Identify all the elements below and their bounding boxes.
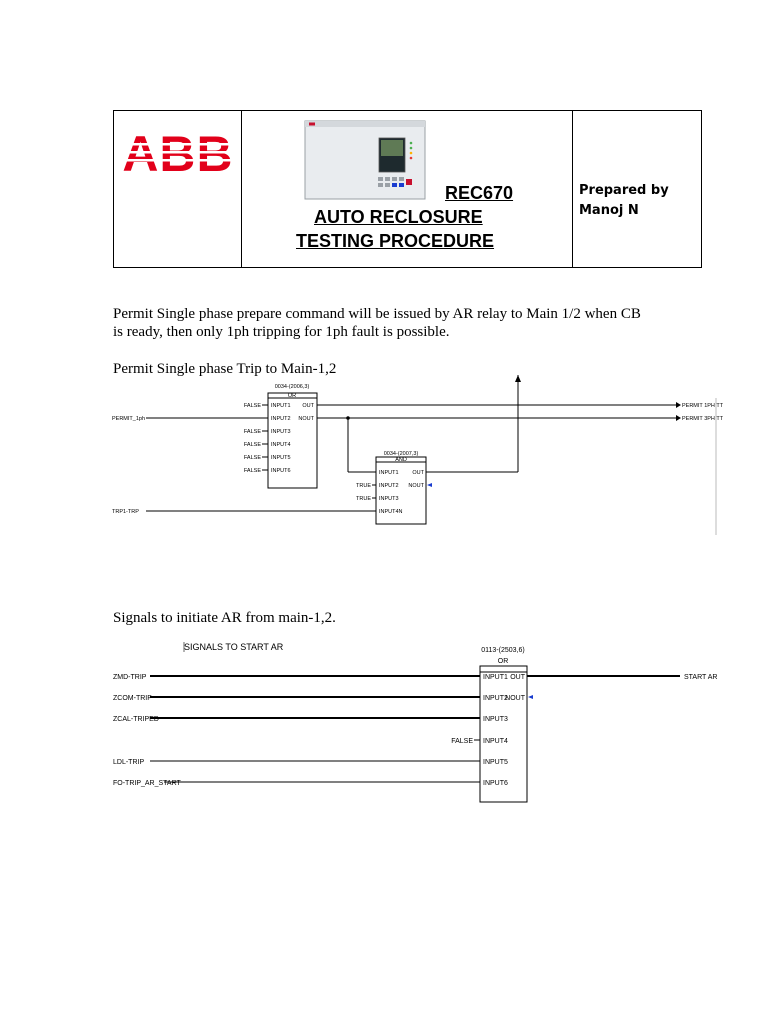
signal-trip: TRP1-TRP — [112, 509, 139, 515]
start-ar-pin-input3: INPUT3 — [483, 716, 508, 723]
or-pin-input5: INPUT5 — [271, 455, 291, 461]
start-ar-pin-input6: INPUT6 — [483, 780, 508, 787]
and-pin-input1: INPUT1 — [379, 470, 399, 476]
start-ar-pin-input5: INPUT5 — [483, 759, 508, 766]
permit-trip-logic-diagram — [0, 370, 768, 540]
and-pin-out: OUT — [412, 470, 424, 476]
or-block-type: OR — [287, 393, 297, 399]
start-ar-pin-input1: INPUT1 — [483, 674, 508, 681]
para1-line2: is ready, then only 1ph tripping for 1ph fault is possible. — [113, 324, 450, 340]
doc-title-line3: TESTING PROCEDURE — [296, 231, 495, 251]
start-ar-logic-diagram — [0, 630, 768, 810]
or-pin-input6: INPUT6 — [271, 468, 291, 474]
or-src-6: FALSE — [243, 468, 261, 474]
heading-permit-single-phase: Permit Single phase Trip to Main-1,2 — [113, 361, 337, 377]
heading-signals-initiate-ar: Signals to initiate AR from main-1,2. — [113, 610, 336, 626]
start-ar-pin-input4: INPUT4 — [483, 738, 508, 745]
author-name: Manoj N — [579, 203, 639, 218]
and-pin-input4n: INPUT4N — [379, 509, 403, 515]
signal-permit-1ph: PERMIT_1ph — [112, 416, 146, 422]
prepared-by-label: Prepared by — [579, 183, 669, 198]
or-src-3: FALSE — [243, 429, 261, 435]
src-ldl-trip: LDL-TRIP — [113, 759, 145, 766]
or-src-5: FALSE — [243, 455, 261, 461]
output-permit-3ph: PERMIT 3PH TT — [682, 416, 724, 422]
output-start-ar: START AR — [684, 674, 718, 681]
or-pin-input1: INPUT1 — [271, 403, 291, 409]
src-fo-trip-ar-start: FO-TRIP_AR_START — [113, 780, 181, 787]
and-pin-input2: INPUT2 — [379, 483, 399, 489]
start-ar-pin-out: OUT — [510, 674, 525, 681]
output-permit-1ph: PERMIT 1PH TT — [682, 403, 724, 409]
start-ar-block-type: OR — [497, 658, 509, 665]
or-pin-input3: INPUT3 — [271, 429, 291, 435]
src-zcom-trip: ZCOM-TRIP — [113, 695, 152, 702]
or-pin-input4: INPUT4 — [271, 442, 291, 448]
and-pin-nout: NOUT — [408, 483, 424, 489]
doc-title-line1: REC670 — [445, 183, 514, 203]
author-cell — [573, 111, 701, 267]
and-block-type: AND — [395, 457, 407, 463]
title-cell — [242, 111, 573, 267]
rec670-device-image — [304, 119, 426, 201]
or-pin-nout: NOUT — [298, 416, 314, 422]
src-false: FALSE — [451, 738, 473, 745]
src-zmd-trip: ZMD-TRIP — [113, 674, 147, 681]
src-zcal-triped: ZCAL-TRIPED — [113, 716, 159, 723]
or-src-4: FALSE — [243, 442, 261, 448]
doc-title-line2: AUTO RECLOSURE — [314, 207, 483, 227]
abb-logo — [122, 129, 234, 177]
start-ar-pin-input2: INPUT2 — [483, 695, 508, 702]
para1-line1: Permit Single phase prepare command will be issued by AR relay to Main 1/2 when CB — [113, 306, 641, 322]
or-block-id: 0034-(2006,3) — [274, 384, 310, 390]
and-block-id: 0034-(2007,3) — [383, 451, 419, 457]
start-ar-block-id: 0113-(2503,6) — [481, 647, 525, 654]
or-src-1: FALSE — [243, 403, 261, 409]
or-pin-input2: INPUT2 — [271, 416, 291, 422]
diagram2-title: SIGNALS TO START AR — [184, 642, 284, 652]
or-pin-out: OUT — [302, 403, 314, 409]
and-pin-input3: INPUT3 — [379, 496, 399, 502]
logo-cell — [114, 111, 242, 267]
and-src-3: TRUE — [356, 496, 371, 502]
and-src-2: TRUE — [356, 483, 371, 489]
header-table — [113, 110, 702, 268]
start-ar-pin-nout: NOUT — [505, 695, 525, 702]
